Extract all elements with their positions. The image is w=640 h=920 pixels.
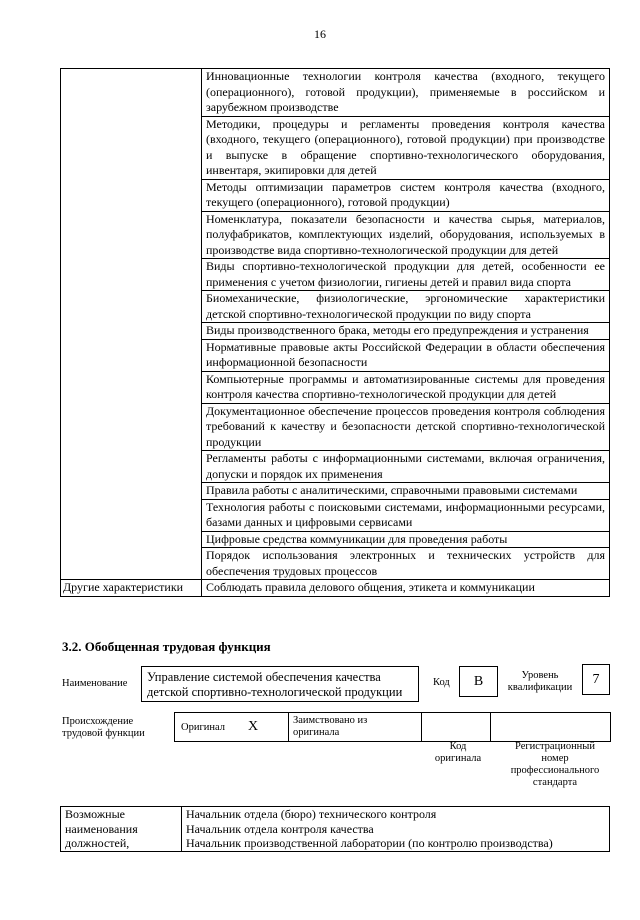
function-name-box bbox=[141, 666, 419, 702]
origin-divider-3 bbox=[490, 713, 491, 741]
knowledge-item: Нормативные правовые акты Российской Федерации в области обеспечения информационной безопасности bbox=[202, 339, 610, 371]
code-original-caption: Код оригинала bbox=[434, 741, 482, 764]
knowledge-item: Регламенты работы с информационными системами, включая ограничения, допуски и порядок их применения bbox=[202, 451, 610, 483]
knowledge-item: Порядок использования электронных и технических устройств для обеспечения трудовых процессов bbox=[202, 548, 610, 580]
knowledge-item: Методы оптимизации параметров систем контроля качества (входного, текущего (операционного), готовой продукции) bbox=[202, 179, 610, 211]
knowledge-item: Компьютерные программы и автоматизированные системы для проведения контроля качества спортивно-технологической продукции для детей bbox=[202, 371, 610, 403]
borrowed-label: Заимствовано из оригинала bbox=[293, 715, 368, 738]
positions-table bbox=[60, 806, 610, 852]
knowledge-item: Виды спортивно-технологической продукции для детей, особенности ее применения с учетом физиологии, гигиены детей и правил вида спорта bbox=[202, 259, 610, 291]
page-number: 16 bbox=[314, 27, 326, 41]
positions-label: Возможные наименования должностей, bbox=[61, 807, 182, 852]
knowledge-item: Биомеханические, физиологические, эргономические характеристики детской спортивно-технологической продукции по виду спорта bbox=[202, 291, 610, 323]
knowledge-row bbox=[61, 69, 610, 117]
knowledge-item: Виды производственного брака, методы его предупреждения и устранения bbox=[202, 323, 610, 340]
original-label: Оригинал bbox=[181, 722, 225, 733]
knowledge-item: Цифровые средства коммуникации для проведения работы bbox=[202, 531, 610, 548]
registration-caption: Регистрационный номер профессионального стандарта bbox=[510, 741, 600, 788]
level-label: Уровень квалификации bbox=[507, 670, 573, 693]
knowledge-left-cell bbox=[61, 69, 202, 580]
knowledge-item: Методики, процедуры и регламенты проведения контроля качества (входного, текущего (операционного), готовой продукции) при производстве и выпуске в обращение спортивно-технологического оборудования, инвентаря, экипировки для детей bbox=[202, 116, 610, 179]
origin-box bbox=[174, 712, 611, 742]
position-item: Начальник отдела (бюро) технического контроля bbox=[186, 807, 437, 821]
level-value-box: 7 bbox=[582, 664, 610, 695]
knowledge-table bbox=[60, 68, 610, 597]
knowledge-item: Технология работы с поисковыми системами, информационными ресурсами, базами данных и цифровыми сервисами bbox=[202, 499, 610, 531]
function-name-line-2: детской спортивно-технологической продукции bbox=[147, 685, 403, 699]
origin-label: Происхождение трудовой функции bbox=[62, 716, 145, 739]
original-mark: X bbox=[248, 719, 259, 734]
function-name-line-1: Управление системой обеспечения качества bbox=[147, 670, 381, 684]
origin-divider-1 bbox=[288, 713, 289, 741]
origin-divider-2 bbox=[421, 713, 422, 741]
code-label: Код bbox=[433, 677, 450, 688]
section-title: 3.2. Обобщенная трудовая функция bbox=[62, 639, 271, 654]
position-item: Начальник производственной лаборатории (по контролю производства) bbox=[186, 836, 553, 850]
positions-list bbox=[182, 807, 610, 852]
name-label: Наименование bbox=[62, 678, 128, 689]
knowledge-item: Документационное обеспечение процессов проведения контроля соблюдения требований к качеству и безопасности детской спортивно-технологической продукции bbox=[202, 403, 610, 451]
code-value-box: B bbox=[459, 666, 498, 697]
other-characteristics-label: Другие характеристики bbox=[61, 580, 202, 597]
knowledge-item: Инновационные технологии контроля качества (входного, текущего (операционного), готовой продукции), применяемые в российском и зарубежном производстве bbox=[202, 69, 610, 117]
knowledge-item: Номенклатура, показатели безопасности и качества сырья, материалов, полуфабрикатов, комплектующих изделий, оборудования, используемых в производстве вида спортивно-технологической продукции для детей bbox=[202, 211, 610, 259]
position-item: Начальник отдела контроля качества bbox=[186, 821, 374, 836]
other-characteristics-row bbox=[61, 580, 610, 597]
knowledge-item: Правила работы с аналитическими, справочными правовыми системами bbox=[202, 483, 610, 500]
other-characteristics-text: Соблюдать правила делового общения, этикета и коммуникации bbox=[202, 580, 610, 597]
